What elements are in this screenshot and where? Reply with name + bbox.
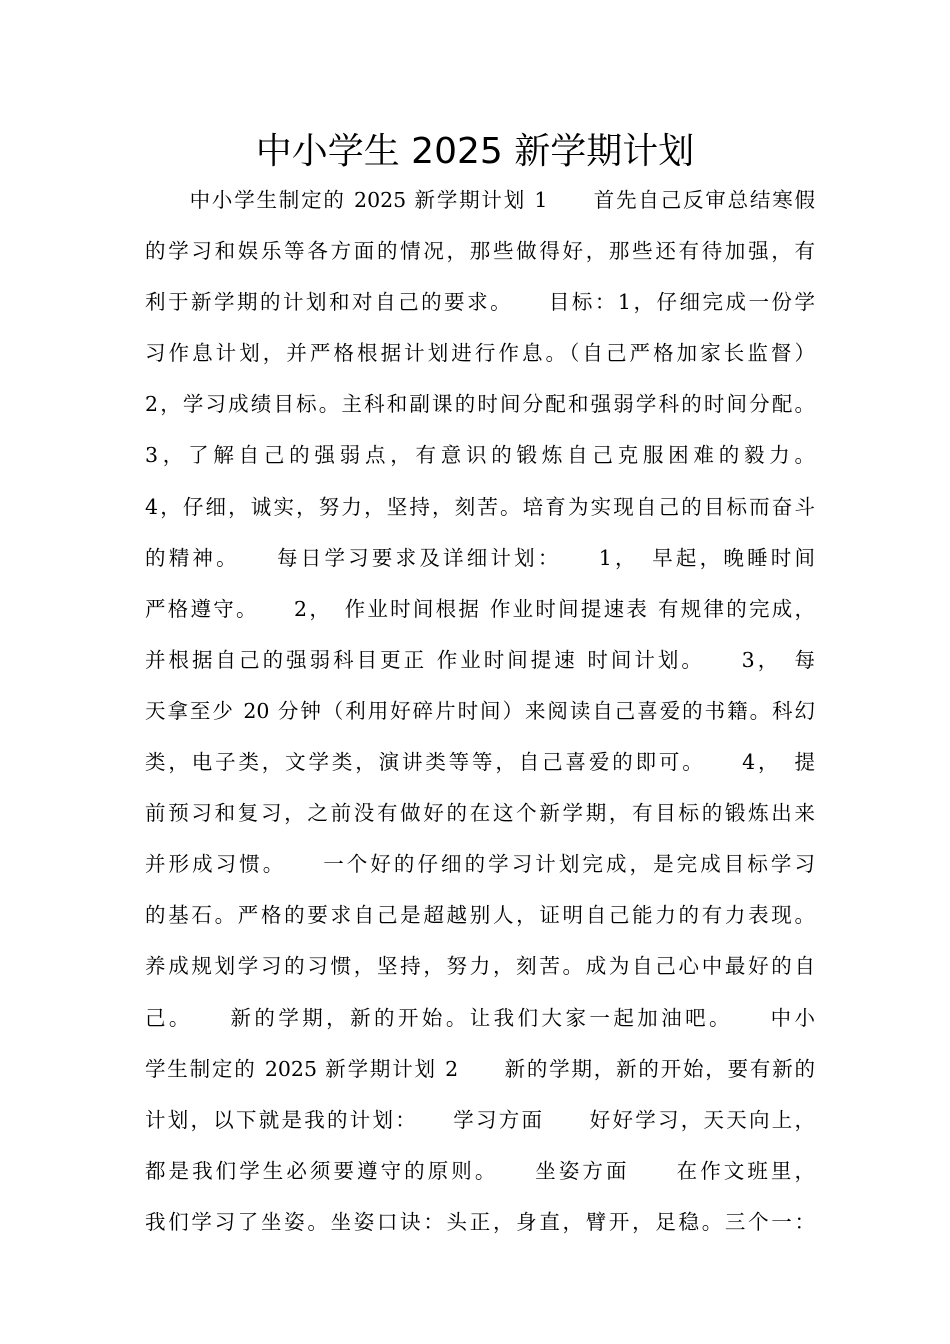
- body-line: 中小学生制定的 2025 新学期计划 1 首先自己反审总结寒假: [145, 188, 815, 212]
- document-title: 中小学生 2025 新学期计划: [255, 131, 695, 172]
- body-line: 并根据自己的强弱科目更正 作业时间提速 时间计划。 3， 每: [145, 647, 815, 672]
- body-line: 都是我们学生必须要遵守的原则。 坐姿方面 在作文班里，: [145, 1158, 815, 1183]
- body-line: 并形成习惯。 一个好的仔细的学习计划完成，是完成目标学习: [145, 852, 815, 877]
- body-line: 4，仔细，诚实，努力，坚持，刻苦。培育为实现自己的目标而奋斗: [145, 494, 815, 519]
- body-line: 我们学习了坐姿。坐姿口诀：头正，身直，臂开，足稳。三个一：: [145, 1209, 815, 1234]
- body-line: 天拿至少 20 分钟（利用好碎片时间）来阅读自己喜爱的书籍。科幻: [145, 698, 815, 723]
- body-line: 的精神。 每日学习要求及详细计划： 1， 早起，晚睡时间: [145, 545, 815, 570]
- body-line: 前预习和复习，之前没有做好的在这个新学期，有目标的锻炼出来: [145, 801, 815, 826]
- document-body: [145, 178, 815, 1251]
- body-line: 养成规划学习的习惯，坚持，努力，刻苦。成为自己心中最好的自: [145, 954, 815, 979]
- body-line: 计划，以下就是我的计划： 学习方面 好好学习，天天向上，: [145, 1107, 815, 1132]
- body-line: 利于新学期的计划和对自己的要求。 目标：1，仔细完成一份学: [145, 290, 815, 315]
- body-line: 2，学习成绩目标。主科和副课的时间分配和强弱学科的时间分配。: [145, 392, 815, 417]
- body-line: 的学习和娱乐等各方面的情况，那些做得好，那些还有待加强，有: [145, 239, 815, 264]
- body-line: 类，电子类，文学类，演讲类等等，自己喜爱的即可。 4， 提: [145, 750, 815, 775]
- body-line: 学生制定的 2025 新学期计划 2 新的学期，新的开始，要有新的: [145, 1056, 815, 1081]
- body-line: 严格遵守。 2， 作业时间根据 作业时间提速表 有规律的完成，: [145, 596, 815, 621]
- body-line: 3，了解自己的强弱点，有意识的锻炼自己克服困难的毅力。: [145, 443, 815, 468]
- body-line: 己。 新的学期，新的开始。让我们大家一起加油吧。 中小: [145, 1005, 815, 1030]
- body-line: 的基石。严格的要求自己是超越别人，证明自己能力的有力表现。: [145, 903, 815, 928]
- body-line: 习作息计划，并严格根据计划进行作息。（自己严格加家长监督）: [145, 341, 815, 366]
